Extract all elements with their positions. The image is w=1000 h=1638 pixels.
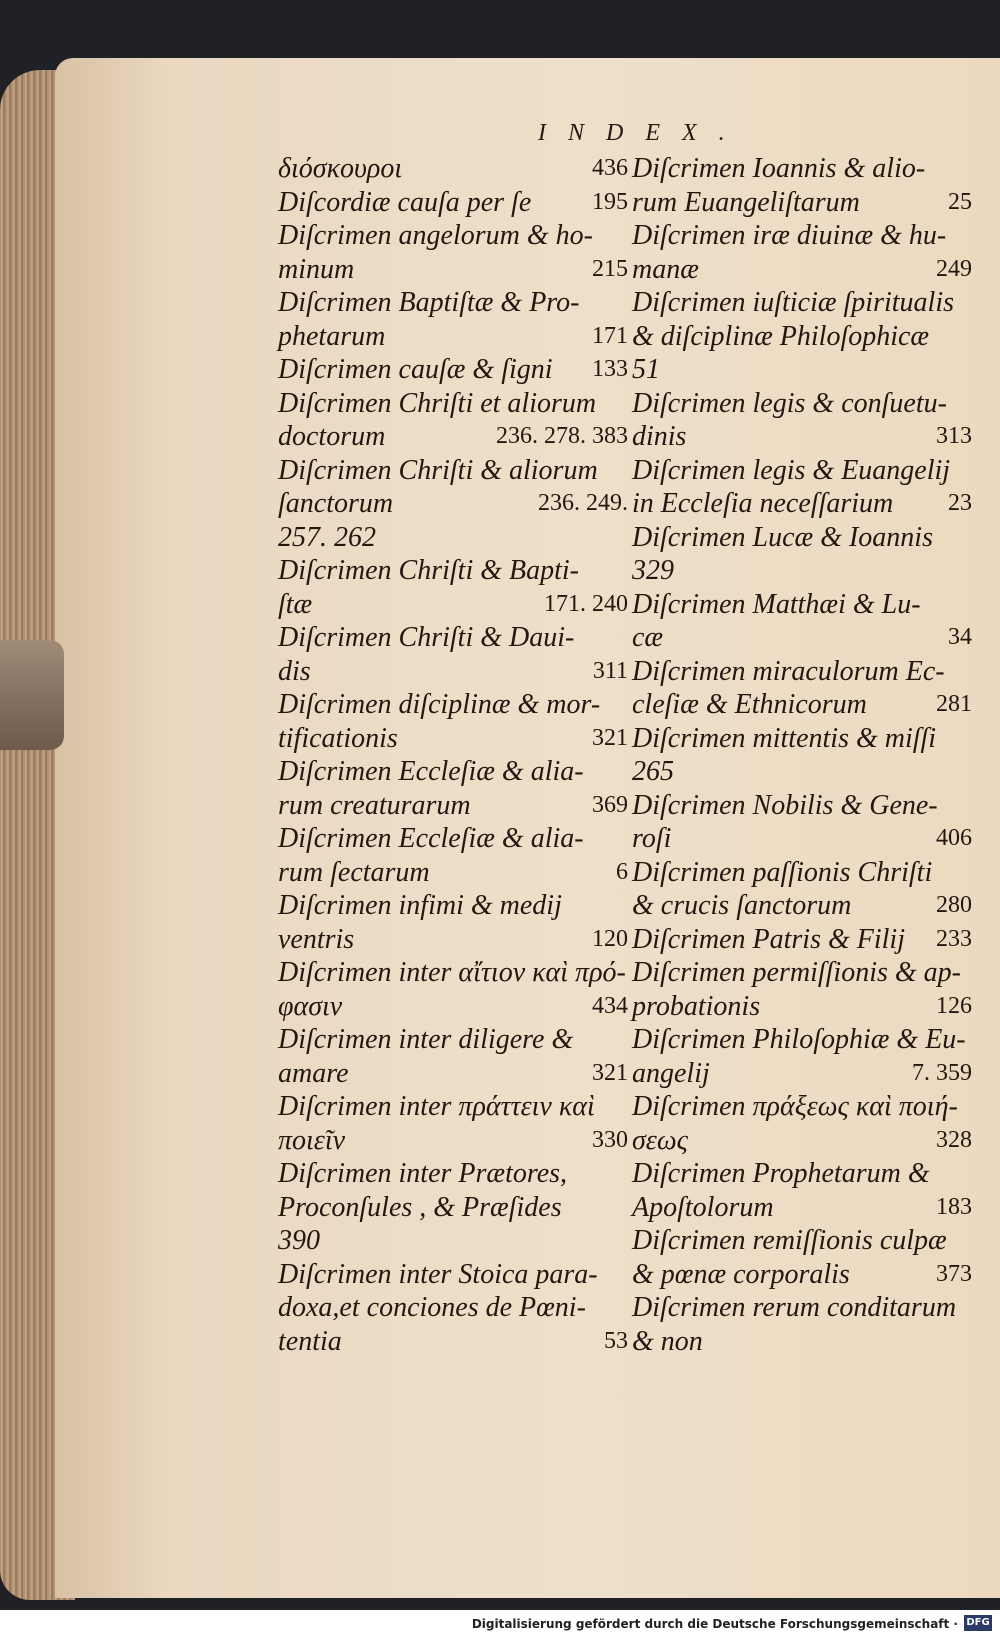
index-entry-page-number: 23: [948, 490, 972, 516]
index-entry-text: Diſcrimen inter Stoica para- doxa,et conciones de Pœni- tentia: [278, 1258, 598, 1357]
index-entry-page-number: 6: [616, 858, 628, 885]
index-entry-page-number: 373: [936, 1260, 972, 1287]
index-entry-page-number: 249: [936, 255, 972, 282]
index-entry-text: Diſcrimen diſciplinæ & mor- tificationis: [278, 689, 601, 754]
index-entry: [278, 889, 628, 956]
index-entry-text: Diſcrimen inter Prætores, Proconſules , & Præſides: [278, 1158, 568, 1223]
index-entry-page-number: 195: [592, 188, 628, 215]
index-entry-page-number: 436: [592, 155, 628, 181]
index-entry: [632, 722, 972, 756]
index-entry-page-number: 236. 278. 383: [496, 423, 628, 449]
index-entry-page-number: 281: [936, 691, 972, 717]
index-entry-page-number: 171. 240: [544, 590, 628, 617]
index-entry: [632, 1157, 972, 1224]
index-entry-text: 257. 262: [278, 521, 376, 553]
index-entry-text: Diſcrimen πράξεως καὶ ποιή- σεως: [632, 1091, 958, 1156]
index-entry-page-number: 53: [604, 1327, 628, 1354]
index-entry-text: Diſcrimen inter αἴτιον καὶ πρό- φασιν: [278, 957, 626, 1022]
index-entry-page-number: 321: [592, 724, 628, 751]
index-entry-text: Diſcrimen Eccleſiæ & alia- rum ſectarum: [278, 823, 584, 888]
index-entry-text: Diſcrimen Baptiſtæ & Pro- phetarum: [278, 287, 580, 352]
index-entry-page-number: 233: [936, 925, 972, 952]
index-entry: [278, 1023, 628, 1090]
index-entry: [632, 655, 972, 722]
index-entry-page-number: 330: [592, 1126, 628, 1153]
index-entry-text: Diſcrimen Ioannis & alio- rum Euangeliſtarum: [632, 153, 926, 218]
index-entry-text: Diſcrimen iræ diuinæ & hu- manæ: [632, 220, 947, 285]
index-entry: [632, 1224, 972, 1291]
index-entry: [278, 755, 628, 822]
index-entry: [278, 1258, 628, 1359]
index-entry-text: Diſcordiæ cauſa per ſe: [278, 186, 532, 218]
index-entry-page-number: 369: [592, 791, 628, 818]
index-entry-page-number: 311: [592, 657, 628, 684]
index-entry-page-number: 328: [936, 1126, 972, 1153]
index-entry: [278, 186, 628, 220]
index-entry: [278, 454, 628, 521]
index-entry-text: Diſcrimen angelorum & ho- minum: [278, 220, 593, 285]
index-entry-page-number: 215: [592, 255, 628, 282]
index-entry: [278, 353, 628, 387]
index-entry-text: 390: [278, 1225, 320, 1256]
index-entry: [632, 387, 972, 454]
index-entry-text: Diſcrimen Prophetarum & Apoſtolorum: [632, 1158, 930, 1223]
index-entry-text: Diſcrimen infimi & medij ventris: [278, 890, 562, 955]
index-entry: [632, 956, 972, 1023]
index-entry-text: Diſcrimen Chriſti & aliorum ſanctorum: [278, 454, 598, 519]
index-entry-text: διόσκουροι: [278, 153, 403, 184]
index-entry-page-number: 236. 249.: [538, 490, 628, 516]
index-entry: [632, 923, 972, 957]
index-entry-text: Diſcrimen Eccleſiæ & alia- rum creaturarum: [278, 756, 584, 821]
index-entry: [278, 1224, 628, 1258]
index-entry-text: Diſcrimen Lucæ & Ioannis: [632, 521, 933, 553]
index-entry-text: Diſcrimen remiſſionis culpæ & pœnæ corporalis: [632, 1225, 947, 1290]
index-entry-text: Diſcrimen Chriſti & Bapti- ſtæ: [278, 555, 579, 620]
index-entry: [278, 1157, 628, 1224]
index-entry: [632, 789, 972, 856]
index-entry: [278, 521, 628, 555]
index-entry: [632, 454, 972, 521]
index-entry-text: Diſcrimen Chriſti et aliorum doctorum: [278, 387, 597, 452]
index-entry: [632, 152, 972, 219]
index-entry: [632, 219, 972, 286]
index-entry-page-number: 434: [592, 992, 628, 1019]
index-column-left: [278, 152, 628, 1358]
index-entry-page-number: 34: [948, 624, 972, 650]
index-entry-text: Diſcrimen Matthæi & Lu- cæ: [632, 588, 921, 653]
index-entry-page-number: 406: [936, 825, 972, 851]
index-entry-page-number: 171: [592, 322, 628, 349]
index-entry-text: 329: [632, 555, 674, 586]
index-entry: [278, 822, 628, 889]
index-entry-text: Diſcrimen cauſæ & ſigni: [278, 354, 553, 385]
index-entry: [632, 521, 972, 555]
index-entry: [632, 554, 972, 588]
index-entry: [278, 152, 628, 186]
index-entry: [632, 755, 972, 789]
index-entry: [278, 1090, 628, 1157]
index-entry-page-number: 126: [936, 992, 972, 1019]
index-entry: [278, 387, 628, 454]
index-entry-text: Diſcrimen permiſſionis & ap- probationis: [632, 957, 961, 1022]
index-entry-page-number: 133: [592, 356, 628, 382]
index-entry-page-number: 321: [592, 1059, 628, 1086]
index-entry-text: Diſcrimen miraculorum Ec- cleſiæ & Ethnicorum: [632, 655, 945, 720]
page-header: INDEX.: [538, 120, 747, 146]
index-entry: [278, 286, 628, 353]
index-entry-page-number: 120: [592, 925, 628, 952]
index-entry-text: Diſcrimen inter πράττειν καὶ ποιεῖν: [278, 1091, 595, 1156]
index-entry: [278, 688, 628, 755]
index-entry-text: Diſcrimen paſſionis Chriſti & crucis ſanctorum: [632, 856, 933, 921]
index-entry-text: Diſcrimen rerum conditarum & non: [632, 1292, 957, 1357]
index-entry: [632, 588, 972, 655]
index-entry-text: Diſcrimen Chriſti & Daui- dis: [278, 622, 575, 687]
index-column-right: [632, 152, 972, 1358]
index-entry: [278, 219, 628, 286]
index-entry-text: 51: [632, 354, 660, 385]
index-entry: [278, 554, 628, 621]
index-entry-page-number: 183: [936, 1193, 972, 1220]
dfg-logo-icon: DFG: [964, 1615, 992, 1631]
index-entry: [278, 956, 628, 1023]
index-entry-text: Diſcrimen iuſticiæ ſpiritualis & diſciplinæ Philoſophicæ: [632, 287, 954, 352]
index-entry: [632, 353, 972, 387]
index-entry-page-number: 25: [948, 188, 972, 215]
index-entry-page-number: 7. 359: [912, 1059, 972, 1086]
index-entry: [632, 1291, 972, 1358]
funding-credit: Digitalisierung gefördert durch die Deutsche Forschungsgemeinschaft ·: [471, 1617, 958, 1631]
index-entry: [632, 286, 972, 353]
index-entry-text: Diſcrimen Patris & Filij: [632, 923, 905, 955]
index-entry: [632, 856, 972, 923]
index-entry: [632, 1090, 972, 1157]
bookmark-ribbon: [0, 640, 64, 750]
index-entry-page-number: 280: [936, 892, 972, 918]
index-entry-text: 265: [632, 756, 674, 787]
index-entry-text: Diſcrimen Philoſophiæ & Eu- angelij: [632, 1024, 966, 1089]
index-entry: [632, 1023, 972, 1090]
index-entry-text: Diſcrimen inter diligere & amare: [278, 1024, 574, 1089]
index-entry-text: Diſcrimen mittentis & miſſi: [632, 722, 937, 754]
index-entry-text: Diſcrimen Nobilis & Gene- roſi: [632, 789, 938, 854]
index-entry: [278, 621, 628, 688]
footer-bar: [0, 1610, 1000, 1638]
index-entry-page-number: 313: [936, 423, 972, 449]
index-entry-text: Diſcrimen legis & Euangelij in Eccleſia neceſſarium: [632, 454, 951, 519]
index-entry-text: Diſcrimen legis & conſuetu- dinis: [632, 387, 947, 452]
